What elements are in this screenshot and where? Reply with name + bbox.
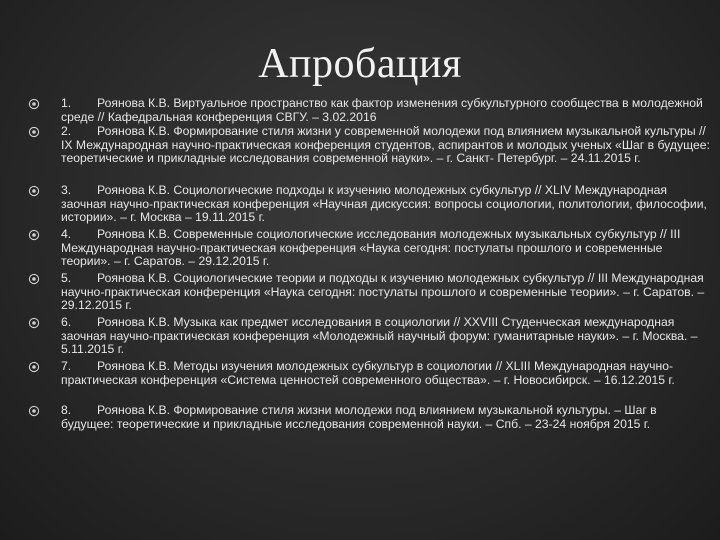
- item-text: Роянова К.В. Социологические подходы к изучению молодежных субкультур // XLIV Международная заочная научно-практическая конференция «Научная дискуссия: вопросы социологии, политологии, философии, истории». – г. Москва – 19.11.2015 г.: [61, 183, 707, 225]
- publication-item: [28, 184, 711, 225]
- publication-item: [28, 272, 711, 313]
- publication-item: [28, 228, 711, 269]
- item-number: 5.: [61, 271, 72, 285]
- item-text: Роянова К.В. Виртуальное пространство как фактор изменения субкультурного сообщества в молодежной среде // Кафедральная конференция СВГУ. – 3.02.2016: [61, 96, 703, 124]
- item-text: Роянова К.В. Формирование стиля жизни молодежи под влиянием музыкальной культуры. – Шаг в будущее: теоретические и прикладные исследования современной науки. – Спб. – 23-24 ноября 2015 г.: [61, 403, 657, 431]
- item-number: 1.: [61, 96, 72, 110]
- bullet-icon: [28, 98, 40, 110]
- publication-item: [28, 360, 711, 387]
- item-number: 4.: [61, 227, 72, 241]
- item-number: 6.: [61, 315, 72, 329]
- item-text: Роянова К.В. Современные социологические исследования молодежных музыкальных субкультур // III Международная научно-практическая конференция «Наука сегодня: постулаты прошлого и современные теории». – г. Саратов. – 29.12.2015 г.: [61, 227, 681, 269]
- item-text: Роянова К.В. Музыка как предмет исследования в социологии // XXVIII Студенческая международная заочная научно-практическая конференция «Молодежный научный форум: гуманитарные науки». – г. Москва. – 5.11.2015 г.: [61, 315, 698, 357]
- item-text: Роянова К.В. Формирование стиля жизни у современной молодежи под влиянием музыкальной культуры // IX Международная научно-практическая конференция студентов, аспирантов и молодых ученых «Шаг в будущее: теоретические и прикладные исследования современной науки». – г. Санкт- Петербург. – 24.11.2015 г.: [61, 124, 710, 166]
- item-text: Роянова К.В. Социологические теории и подходы к изучению молодежных субкультур // III Международная научно-практическая конференция «Наука сегодня: постулаты прошлого и современные теории». – г. Саратов. – 29.12.2015 г.: [61, 271, 705, 313]
- item-number: 3.: [61, 183, 72, 197]
- publication-item: [28, 316, 711, 357]
- item-number: 8.: [61, 403, 72, 417]
- bullet-icon: [28, 361, 40, 373]
- publication-item: [28, 404, 711, 431]
- bullet-icon: [28, 126, 40, 138]
- bullet-icon: [28, 229, 40, 241]
- bullet-icon: [28, 317, 40, 329]
- item-text: Роянова К.В. Методы изучения молодежных субкультур в социологии // XLIII Международная научно-практическая конференция «Система ценностей современного общества». – г. Новосибирск. – 16.12.2015 г.: [61, 359, 675, 387]
- publication-item: [28, 97, 711, 124]
- publication-item: [28, 125, 711, 166]
- slide-title: Апробация: [258, 41, 462, 87]
- item-number: 7.: [61, 359, 72, 373]
- bullet-icon: [28, 273, 40, 285]
- bullet-icon: [28, 185, 40, 197]
- bullet-icon: [28, 405, 40, 417]
- item-number: 2.: [61, 124, 72, 138]
